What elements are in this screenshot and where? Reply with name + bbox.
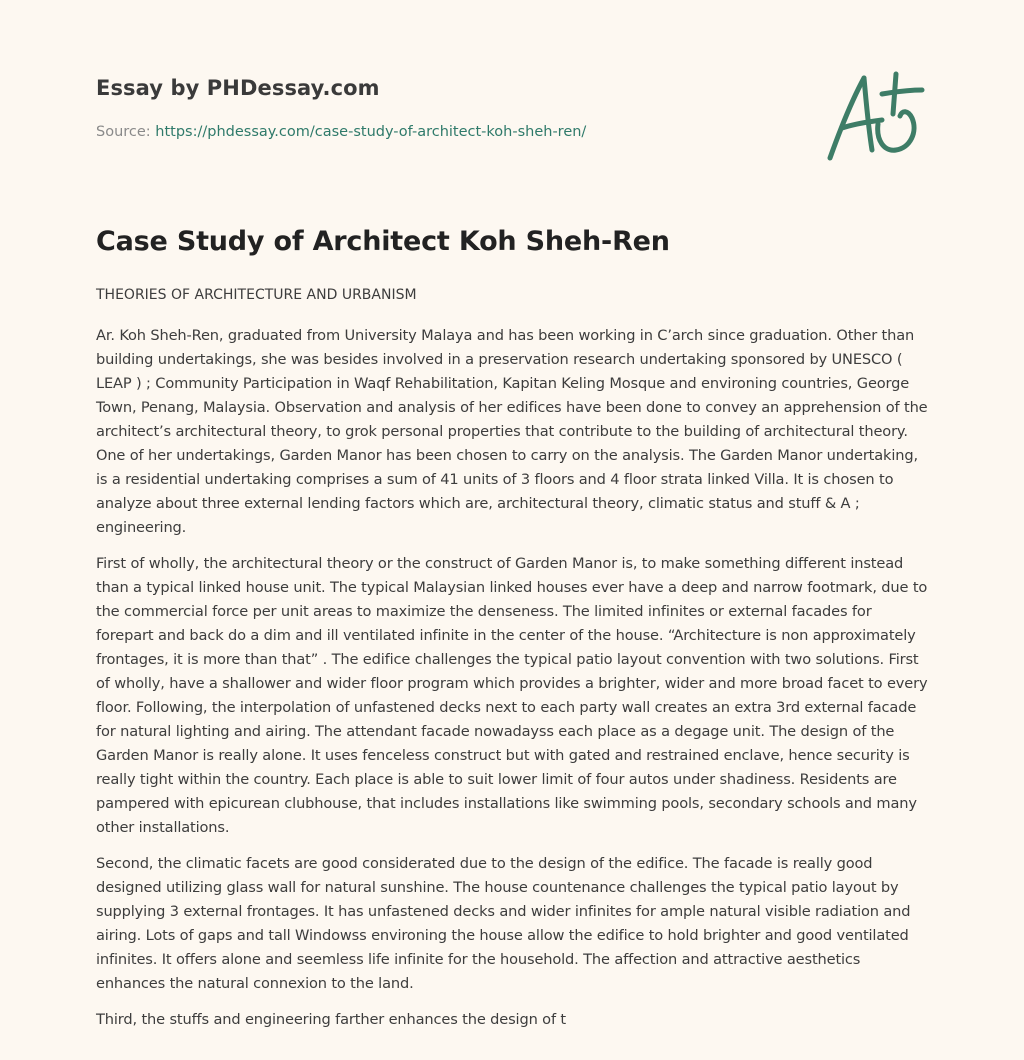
source-label: Source: — [96, 124, 156, 140]
essay-paragraph: Second, the climatic facets are good considerated due to the design of the edifice. The facade is really good designed utilizing glass wall for natural sunshine. The house countenance challenges the typical patio layout by supplying 3 external frontages. It has unfastened decks and wider infinites for ample natural visible radiation and airing. Lots of gaps and tall Windowss environing the house allow the edifice to hold brighter and good ventilated infinites. It offers alone and seemless life infinite for the household. The affection and attractive aesthetics enhances the natural connexion to the land. — [96, 855, 911, 992]
essay-paragraph: First of wholly, the architectural theory or the construct of Garden Manor is, to make something different instead than a typical linked house unit. The typical Malaysian linked houses ever have a deep and narrow footmark, due to the commercial force per unit areas to maximize the denseness. The limited infinites or external facades for forepart and back do a dim and ill ventilated infinite in the center of the house. “Architecture is non approximately frontages, it is more than that” . The edifice challenges the typical patio layout convention with two solutions. First of wholly, have a shallower and wider floor program which provides a brighter, wider and more broad facet to every floor. Following, the interpolation of unfastened decks next to each party wall creates an extra 3rd external facade for natural lighting and airing. The attendant facade nowadayss each place as a degage unit. The design of the Garden Manor is really alone. It uses fenceless construct but with gated and restrained enclave, hence security is really tight within the country. Each place is able to suit lower limit of four autos under shadiness. Residents are pampered with epicurean clubhouse, that includes installations like swimming pools, secondary schools and many other installations. — [96, 555, 928, 836]
essay-subheading: THEORIES OF ARCHITECTURE AND URBANISM — [96, 287, 417, 303]
a-plus-logo-icon — [822, 70, 926, 162]
source-line — [96, 124, 586, 140]
source-link[interactable]: https://phdessay.com/case-study-of-architect-koh-sheh-ren/ — [155, 124, 587, 140]
essay-paragraph: Third, the stuffs and engineering farther enhances the design of t — [96, 1011, 566, 1028]
essay-body — [96, 324, 928, 1044]
essay-title: Case Study of Architect Koh Sheh-Ren — [96, 226, 670, 257]
essay-paragraph: Ar. Koh Sheh-Ren, graduated from University Malaya and has been working in C’arch since graduation. Other than building undertakings, she was besides involved in a preservation research undertaking sponsored by UNESCO ( LEAP ) ; Community Participation in Waqf Rehabilitation, Kapitan Keling Mosque and environing countries, George Town, Penang, Malaysia. Observation and analysis of her edifices have been done to convey an apprehension of the architect’s architectural theory, to grok personal properties that contribute to the building of architectural theory. One of her undertakings, Garden Manor has been chosen to carry on the analysis. The Garden Manor undertaking, is a residential undertaking comprises a sum of 41 units of 3 floors and 4 floor strata linked Villa. It is chosen to analyze about three external lending factors which are, architectural theory, climatic status and stuff & A ; engineering. — [96, 327, 928, 536]
site-brand: Essay by PHDessay.com — [96, 76, 380, 100]
